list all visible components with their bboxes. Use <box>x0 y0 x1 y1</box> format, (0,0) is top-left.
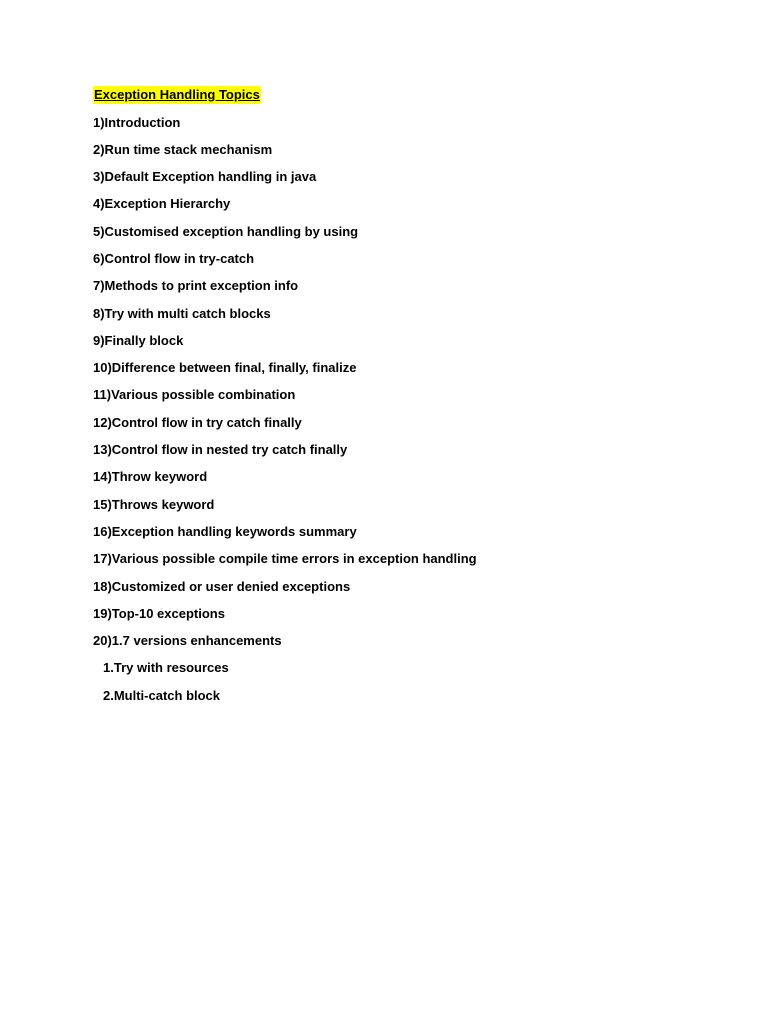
topic-item: 14)Throw keyword <box>93 469 208 485</box>
topic-item: 4)Exception Hierarchy <box>93 196 231 212</box>
topic-item: 17)Various possible compile time errors in exception handling <box>93 551 477 567</box>
topic-item: 6)Control flow in try-catch <box>93 250 255 266</box>
topic-item: 8)Try with multi catch blocks <box>93 305 271 321</box>
topic-item: 15)Throws keyword <box>93 496 215 512</box>
topic-item: 10)Difference between final, finally, finalize <box>93 360 357 376</box>
topic-item: 16)Exception handling keywords summary <box>93 523 357 539</box>
document-content <box>93 86 733 714</box>
topic-item: 2)Run time stack mechanism <box>93 141 273 157</box>
subtopic-item: 1.Try with resources <box>103 660 229 676</box>
topic-item: 3)Default Exception handling in java <box>93 169 317 185</box>
topic-item: 13)Control flow in nested try catch finally <box>93 442 348 458</box>
topic-item: 7)Methods to print exception info <box>93 278 299 294</box>
topic-item: 11)Various possible combination <box>93 387 296 403</box>
topic-item: 19)Top-10 exceptions <box>93 605 225 621</box>
topic-list <box>93 114 733 704</box>
topic-item: 20)1.7 versions enhancements <box>93 633 282 649</box>
document-title: Exception Handling Topics <box>94 87 260 102</box>
topic-item: 18)Customized or user denied exceptions <box>93 578 351 594</box>
subtopic-item: 2.Multi-catch block <box>103 687 221 703</box>
topic-item: 9)Finally block <box>93 332 184 348</box>
topic-item: 1)Introduction <box>93 114 181 130</box>
topic-item: 5)Customised exception handling by using <box>93 223 359 239</box>
topic-item: 12)Control flow in try catch finally <box>93 414 302 430</box>
